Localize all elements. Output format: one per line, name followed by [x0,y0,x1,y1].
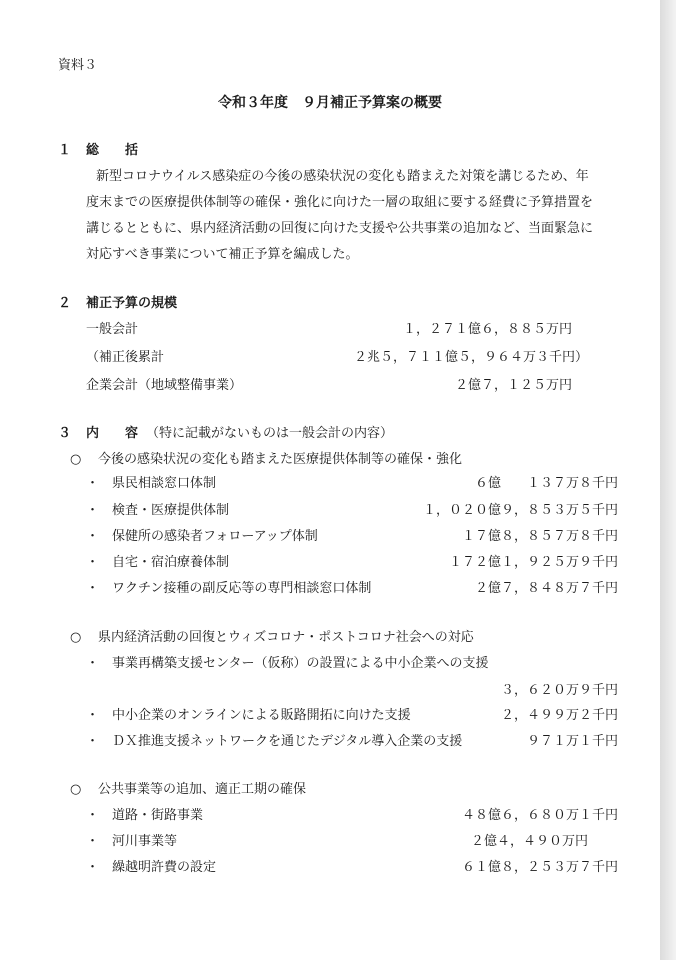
section-3-heading: 内 容 [86,426,139,441]
section-1-line-4: 対応すべき事業について補正予算を編成した。 [86,247,359,262]
section-3-number: ３ [58,426,72,441]
budget-row-amount: ２兆５，７１１億５，９６４万３千円） [353,350,588,365]
bullet-marker: ・ [86,734,100,749]
group-title: 公共事業等の追加、適正工期の確保 [98,782,307,797]
item-amount: ２億７，８４８万７千円 [474,581,618,596]
bullet-marker: ・ [86,808,100,823]
item-name: 保健所の感染者フォローアップ体制 [112,529,318,544]
bullet-marker: ・ [86,860,100,875]
page-edge-shadow [660,0,676,960]
item-amount: ６１億８，２５３万７千円 [461,860,618,875]
section-1-line-3: 講じるとともに、県内経済活動の回復に向けた支援や公共事業の追加など、当面緊急に [86,221,594,236]
item-name: 県民相談窓口体制 [112,476,217,491]
item-amount: ４８億６，６８０万１千円 [461,808,618,823]
item-amount: １，０２０億９，８５３万５千円 [422,503,618,518]
section-2-heading: 補正予算の規模 [86,296,178,311]
bullet-marker: ・ [86,503,100,518]
item-amount: ２億４，４９０万円 [470,834,588,849]
bullet-marker: ・ [86,529,100,544]
item-name: ワクチン接種の副反応等の専門相談窓口体制 [112,581,372,596]
item-name: 検査・医療提供体制 [112,503,230,518]
budget-row-label: （補正後累計 [86,350,165,365]
item-amount: ３，６２０万９千円 [500,683,618,698]
group-circle-marker: ○ [70,782,82,797]
document-label: 資料３ [58,58,98,73]
bullet-marker: ・ [86,555,100,570]
section-2-number: ２ [58,296,72,311]
item-amount: ６億 １３７万８千円 [474,476,618,491]
section-1-line-2: 度末までの医療提供体制等の確保・強化に向けた一層の取組に要する経費に予算措置を [86,195,594,210]
group-circle-marker: ○ [70,452,82,467]
bullet-marker: ・ [86,834,100,849]
budget-row-amount: １，２７１億６，８８５万円 [402,322,572,337]
item-name: ＤＸ推進支援ネットワークを通じたデジタル導入企業の支援 [112,734,463,749]
item-amount: ２，４９９万２千円 [500,708,618,723]
document-title: 令和３年度 ９月補正予算案の概要 [218,95,442,111]
item-amount: ９７１万１千円 [526,734,618,749]
budget-row-label: 企業会計（地域整備事業） [86,378,243,393]
bullet-marker: ・ [86,656,100,671]
item-amount: １７２億１，９２５万９千円 [448,555,618,570]
bullet-marker: ・ [86,581,100,596]
item-name: 自宅・宿泊療養体制 [112,555,230,570]
section-1-line-1: 新型コロナウイルス感染症の今後の感染状況の変化も踏まえた対策を講じるため、年 [96,169,589,184]
section-3-note: （特に記載がないものは一般会計の内容） [146,426,394,441]
group-title: 県内経済活動の回復とウィズコロナ・ポストコロナ社会への対応 [98,630,474,645]
section-1-number: １ [58,143,72,158]
bullet-marker: ・ [86,476,100,491]
group-circle-marker: ○ [70,630,82,645]
item-name: 事業再構築支援センター（仮称）の設置による中小企業への支援 [112,656,489,671]
item-name: 河川事業等 [112,834,178,849]
item-name: 中小企業のオンラインによる販路開拓に向けた支援 [112,708,411,723]
item-name: 繰越明許費の設定 [112,860,217,875]
group-title: 今後の感染状況の変化も踏まえた医療提供体制等の確保・強化 [98,452,463,467]
item-name: 道路・街路事業 [112,808,204,823]
budget-row-label: 一般会計 [86,322,139,337]
section-1-heading: 総 括 [86,143,139,158]
item-amount: １７億８，８５７万８千円 [461,529,618,544]
bullet-marker: ・ [86,708,100,723]
budget-row-amount: ２億７，１２５万円 [454,378,572,393]
